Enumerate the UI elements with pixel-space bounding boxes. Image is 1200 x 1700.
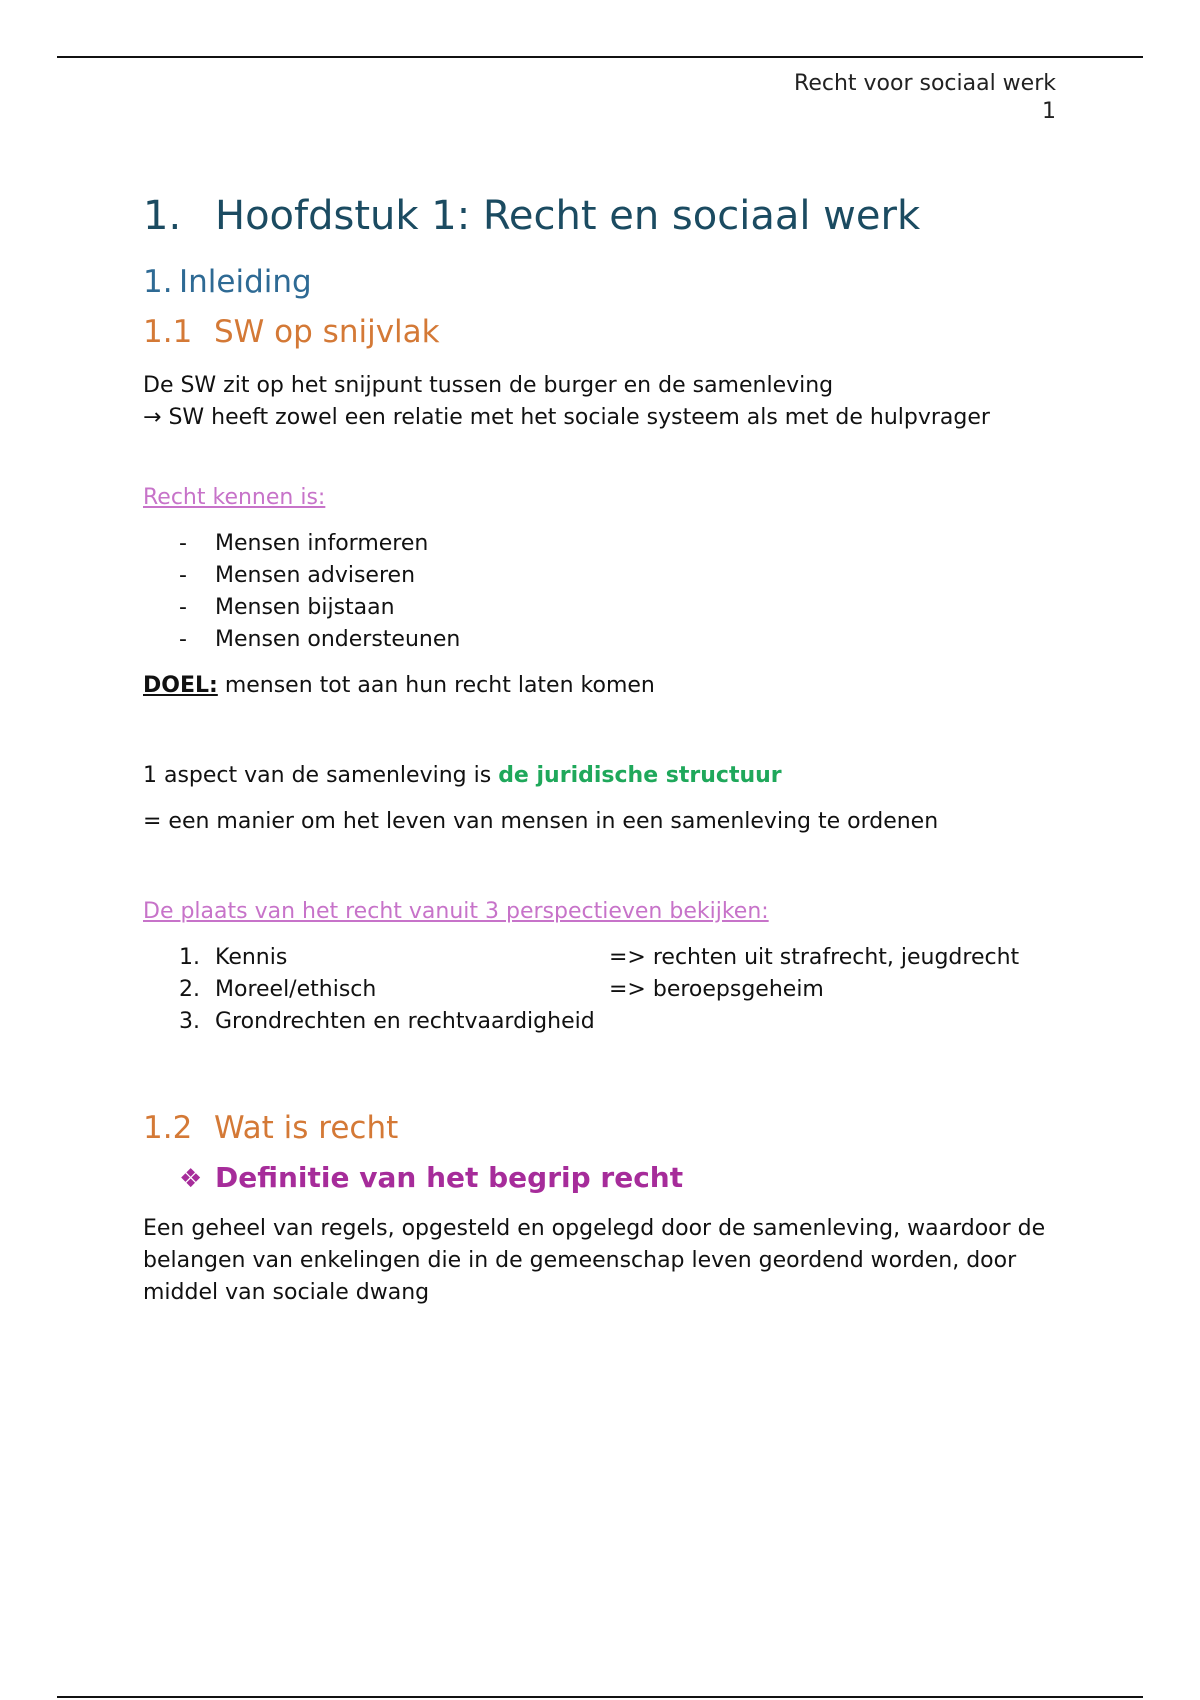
chapter-heading [143, 190, 1063, 242]
dash-marker: - [179, 563, 187, 588]
list-item: - Mensen adviseren [179, 560, 1063, 592]
subsection-title: Wat is recht [214, 1110, 399, 1146]
doel-label: DOEL: [143, 673, 218, 698]
diamond-bullet-icon: ❖ [179, 1164, 203, 1194]
section-heading [143, 262, 1063, 302]
list-item: - Mensen bijstaan [179, 592, 1063, 624]
section-number: 1. [143, 264, 173, 300]
dash-marker: - [179, 531, 187, 556]
paragraph-snijpunt: De SW zit op het snijpunt tussen de burger en de samenleving → SW heeft zowel een relatie met het sociale systeem als met de hulpvrager [143, 373, 990, 430]
page-number: 1 [1042, 99, 1056, 124]
dash-marker: - [179, 627, 187, 652]
arrow-icon: → [143, 405, 162, 430]
aspect-paragraph: 1 aspect van de samenleving is de juridische structuur [143, 763, 782, 788]
list-item: 2. Moreel/ethisch => beroepsgeheim [179, 977, 824, 1002]
doel-text: mensen tot aan hun recht laten komen [224, 673, 655, 698]
subsection-number: 1.2 [143, 1110, 193, 1146]
header-title: Recht voor sociaal werk [794, 71, 1056, 96]
highlight-juridische-structuur: de juridische structuur [498, 763, 782, 788]
list-item: 1. Kennis => rechten uit strafrecht, jeugdrecht [179, 945, 1020, 970]
definition-subheading: ❖ Definitie van het begrip recht [179, 1160, 1063, 1197]
page-header [794, 70, 1056, 126]
definition-paragraph: Een geheel van regels, opgesteld en opgelegd door de samenleving, waardoor de belangen van enkelingen die in de gemeenschap leven geordend worden, door middel van sociale dwang [143, 1216, 1046, 1305]
subsection-number: 1.1 [143, 314, 193, 350]
chapter-number: 1. [143, 193, 182, 239]
document-body [143, 190, 1063, 1309]
section-title: Inleiding [179, 264, 312, 300]
recht-kennen-heading: Recht kennen is: [143, 485, 326, 510]
subsection-title: SW op snijvlak [214, 314, 440, 350]
list-item: - Mensen informeren [179, 528, 1063, 560]
list-item: - Mensen ondersteunen [179, 624, 1063, 656]
chapter-title: Hoofdstuk 1: Recht en sociaal werk [215, 193, 921, 239]
aspect-definition: = een manier om het leven van mensen in een samenleving te ordenen [143, 809, 939, 834]
dash-marker: - [179, 595, 187, 620]
subsection-heading-1-2 [143, 1108, 1063, 1148]
doel-paragraph [143, 670, 1063, 702]
perspectives-heading: De plaats van het recht vanuit 3 perspectieven bekijken: [143, 899, 769, 924]
subsection-heading-1-1 [143, 312, 1063, 352]
footer-rule [57, 1696, 1143, 1698]
list-item: 3. Grondrechten en rechtvaardigheid [179, 1009, 595, 1034]
perspectives-list [143, 942, 1063, 1038]
recht-kennen-list [143, 528, 1063, 656]
header-rule [57, 56, 1143, 58]
